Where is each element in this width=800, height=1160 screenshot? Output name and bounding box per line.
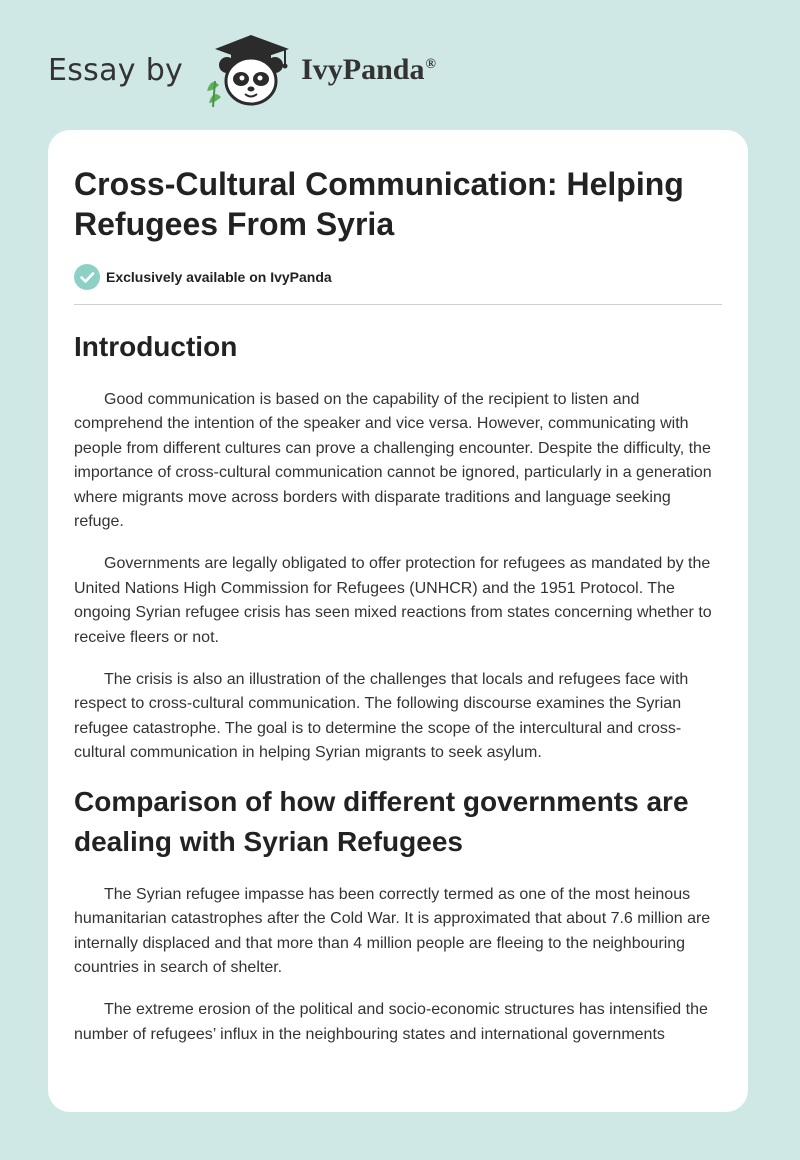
paragraph: The extreme erosion of the political and socio-economic structures has intensified the number of refugees’ influx in the neighbouring states and international governments: [74, 1001, 708, 1043]
brand-prefix: Essay by: [48, 52, 184, 88]
site-header: [48, 30, 436, 110]
exclusive-badge: [74, 264, 722, 305]
paragraph: Governments are legally obligated to offer protection for refugees as mandated by the United Nations High Commission for Refugees (UNHCR) and the 1951 Protocol. The ongoing Syrian refugee crisis has seen mixed reactions from states concerning whether to receive fleers or not.: [74, 555, 712, 646]
essay-title: Cross-Cultural Communication: Helping Refugees From Syria: [74, 166, 684, 242]
paragraph: The Syrian refugee impasse has been correctly termed as one of the most heinous humanitarian catastrophes after the Cold War. It is approximated that about 7.6 million are internally displaced and that more than 4 million people are fleeing to the neighbouring countries in search of shelter.: [74, 885, 711, 976]
essay-card: [48, 130, 748, 1112]
check-badge-icon: [74, 264, 100, 290]
panda-logo-icon[interactable]: [199, 31, 295, 109]
section-heading-introduction: Introduction: [74, 331, 238, 362]
paragraph: The crisis is also an illustration of the challenges that locals and refugees face with respect to cross-cultural communication. The following discourse examines the Syrian refugee catastrophe. The goal is to determine the scope of the intercultural and cross-cultural communication in helping Syrian migrants to seek asylum.: [74, 671, 689, 762]
paragraph: Good communication is based on the capability of the recipient to listen and comprehend the intention of the speaker and vice versa. However, communicating with people from different cultures can prove a challenging encounter. Despite the difficulty, the importance of cross-cultural communication cannot be ignored, particularly in a generation where migrants move across borders with disparate traditions and language seeking refuge.: [74, 391, 712, 531]
section-heading-comparison: Comparison of how different governments are dealing with Syrian Refugees: [74, 785, 689, 857]
brand-name: IvyPanda®: [301, 53, 436, 86]
exclusive-badge-label: Exclusively available on IvyPanda: [106, 269, 332, 285]
